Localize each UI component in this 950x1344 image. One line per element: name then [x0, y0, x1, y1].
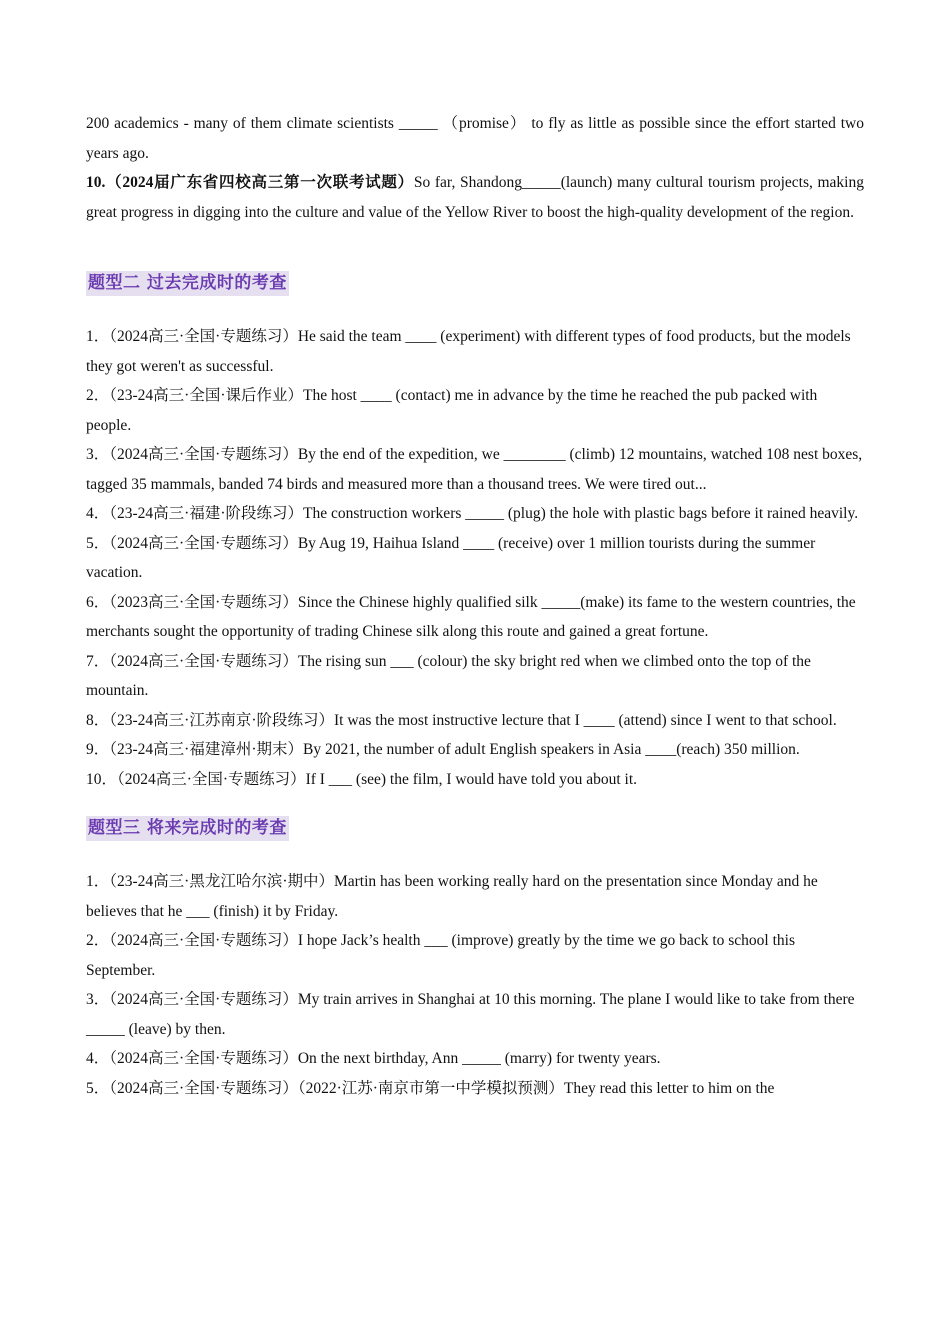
question-item: 4．（23-24高三·福建·阶段练习）The construction workers _____ (plug) the hole with plastic bags before it rained heavily. [86, 505, 859, 522]
question-item: 9．（23-24高三·福建漳州·期末）By 2021, the number of adult English speakers in Asia ____(reach) 350 million. [86, 741, 800, 758]
question-10-source: 10.（2024届广东省四校高三第一次联考试题） [86, 174, 414, 191]
question-item: 1．（23-24高三·黑龙江哈尔滨·期中）Martin has been working really hard on the presentation since Monday and he believes that he ___ (finish) it by Friday. [86, 873, 818, 920]
question-item: 2．（23-24高三·全国·课后作业）The host ____ (contact) me in advance by the time he reached the pub packed with people. [86, 387, 818, 434]
section-3-question-list [86, 867, 864, 1103]
question-item: 4．（2024高三·全国·专题练习）On the next birthday, Ann _____ (marry) for twenty years. [86, 1050, 661, 1067]
question-item: 7．（2024高三·全国·专题练习）The rising sun ___ (colour) the sky bright red when we climbed onto the top of the mountain. [86, 652, 811, 699]
section-2-question-list [86, 322, 864, 794]
section-heading-future-perfect [86, 816, 864, 841]
section-3-title: 题型三 将来完成时的考查 [86, 816, 289, 841]
question-item: 2．（2024高三·全国·专题练习）I hope Jack’s health ___ (improve) greatly by the time we go back to school this September. [86, 932, 795, 979]
question-item: 5．（2024高三·全国·专题练习）（2022·江苏·南京市第一中学模拟预测）They read this letter to him on the [86, 1079, 775, 1097]
question-10 [86, 168, 864, 227]
question-item: 10．（2024高三·全国·专题练习）If I ___ (see) the film, I would have told you about it. [86, 770, 638, 788]
continued-question-text: 200 academics - many of them climate scientists _____ （promise） to fly as little as possible since the effort started two years ago. [86, 115, 864, 162]
question-item: 3．（2024高三·全国·专题练习）My train arrives in Shanghai at 10 this morning. The plane I would like to take from there _____ (leave) by then. [86, 991, 855, 1038]
question-10-text: So far, Shandong_____(launch) many cultural tourism projects, making great progress in digging into the culture and value of the Yellow River to boost the high-quality development of the region. [86, 174, 864, 221]
question-item: 1．（2024高三·全国·专题练习）He said the team ____ (experiment) with different types of food products, but the models they got weren't as successful. [86, 328, 851, 375]
question-item: 6．（2023高三·全国·专题练习）Since the Chinese highly qualified silk _____(make) its fame to the western countries, the merchants sought the opportunity of trading Chinese silk along this route and gained a great fortune. [86, 593, 856, 640]
question-item: 5．（2024高三·全国·专题练习）By Aug 19, Haihua Island ____ (receive) over 1 million tourists during the summer vacation. [86, 534, 816, 581]
question-item: 3．（2024高三·全国·专题练习）By the end of the expedition, we ________ (climb) 12 mountains, watched 108 nest boxes, tagged 35 mammals, banded 74 birds and measured more than a thousand trees. We were tired out... [86, 446, 863, 493]
section-heading-past-perfect [86, 271, 864, 296]
question-item: 8．（23-24高三·江苏南京·阶段练习）It was the most instructive lecture that I ____ (attend) since I went to that school. [86, 711, 837, 729]
section-2-title: 题型二 过去完成时的考查 [86, 271, 289, 296]
document-page [86, 109, 864, 1103]
